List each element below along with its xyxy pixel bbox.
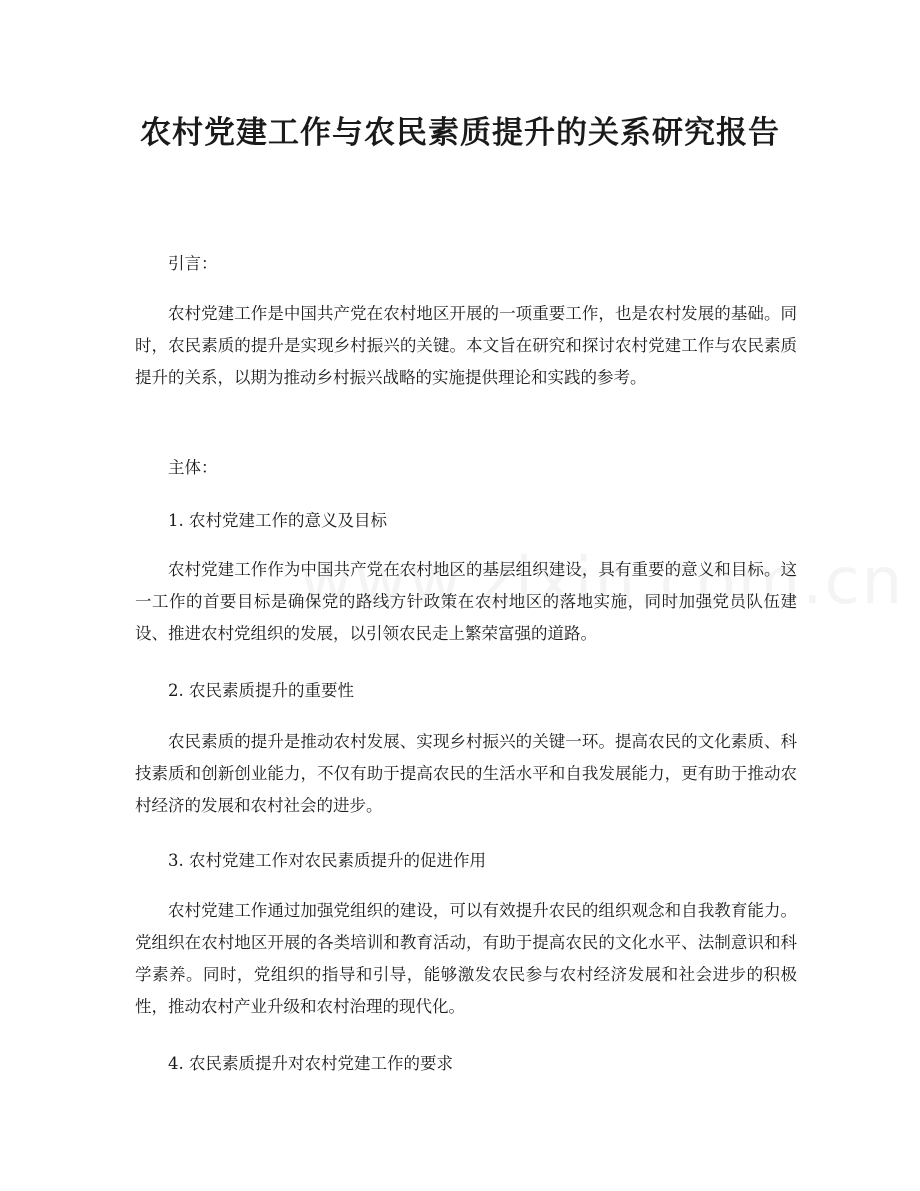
intro-label: 引言： <box>168 254 218 273</box>
document-title: 农村党建工作与农民素质提升的关系研究报告 <box>140 115 780 151</box>
section-heading-1: 1. 农村党建工作的意义及目标 <box>168 511 387 530</box>
section-heading-2: 2. 农民素质提升的重要性 <box>168 681 354 700</box>
section-paragraph-2: 农民素质的提升是推动农村发展、实现乡村振兴的关键一环。提高农民的文化素质、科技素质和创新创业能力，不仅有助于提高农民的生活水平和自我发展能力，更有助于推动农村经济的发展和农村社会的进步。 <box>135 732 797 815</box>
section-paragraph-3: 农村党建工作通过加强党组织的建设，可以有效提升农民的组织观念和自我教育能力。党组织在农村地区开展的各类培训和教育活动，有助于提高农民的文化水平、法制意识和科学素养。同时，党组织的指导和引导，能够激发农民参与农村经济发展和社会进步的积极性，推动农村产业升级和农村治理的现代化。 <box>135 901 797 1016</box>
section-heading-3: 3. 农村党建工作对农民素质提升的促进作用 <box>168 851 486 870</box>
section-paragraph-1: 农村党建工作作为中国共产党在农村地区的基层组织建设，具有重要的意义和目标。这一工作的首要目标是确保党的路线方针政策在农村地区的落地实施，同时加强党员队伍建设、推进农村党组织的发展，以引领农民走上繁荣富强的道路。 <box>135 560 797 643</box>
intro-paragraph: 农村党建工作是中国共产党在农村地区开展的一项重要工作，也是农村发展的基础。同时，农民素质的提升是实现乡村振兴的关键。本文旨在研究和探讨农村党建工作与农民素质提升的关系，以期为推动乡村振兴战略的实施提供理论和实践的参考。 <box>135 304 797 387</box>
body-label: 主体： <box>168 458 218 477</box>
section-heading-4: 4. 农民素质提升对农村党建工作的要求 <box>168 1054 453 1073</box>
